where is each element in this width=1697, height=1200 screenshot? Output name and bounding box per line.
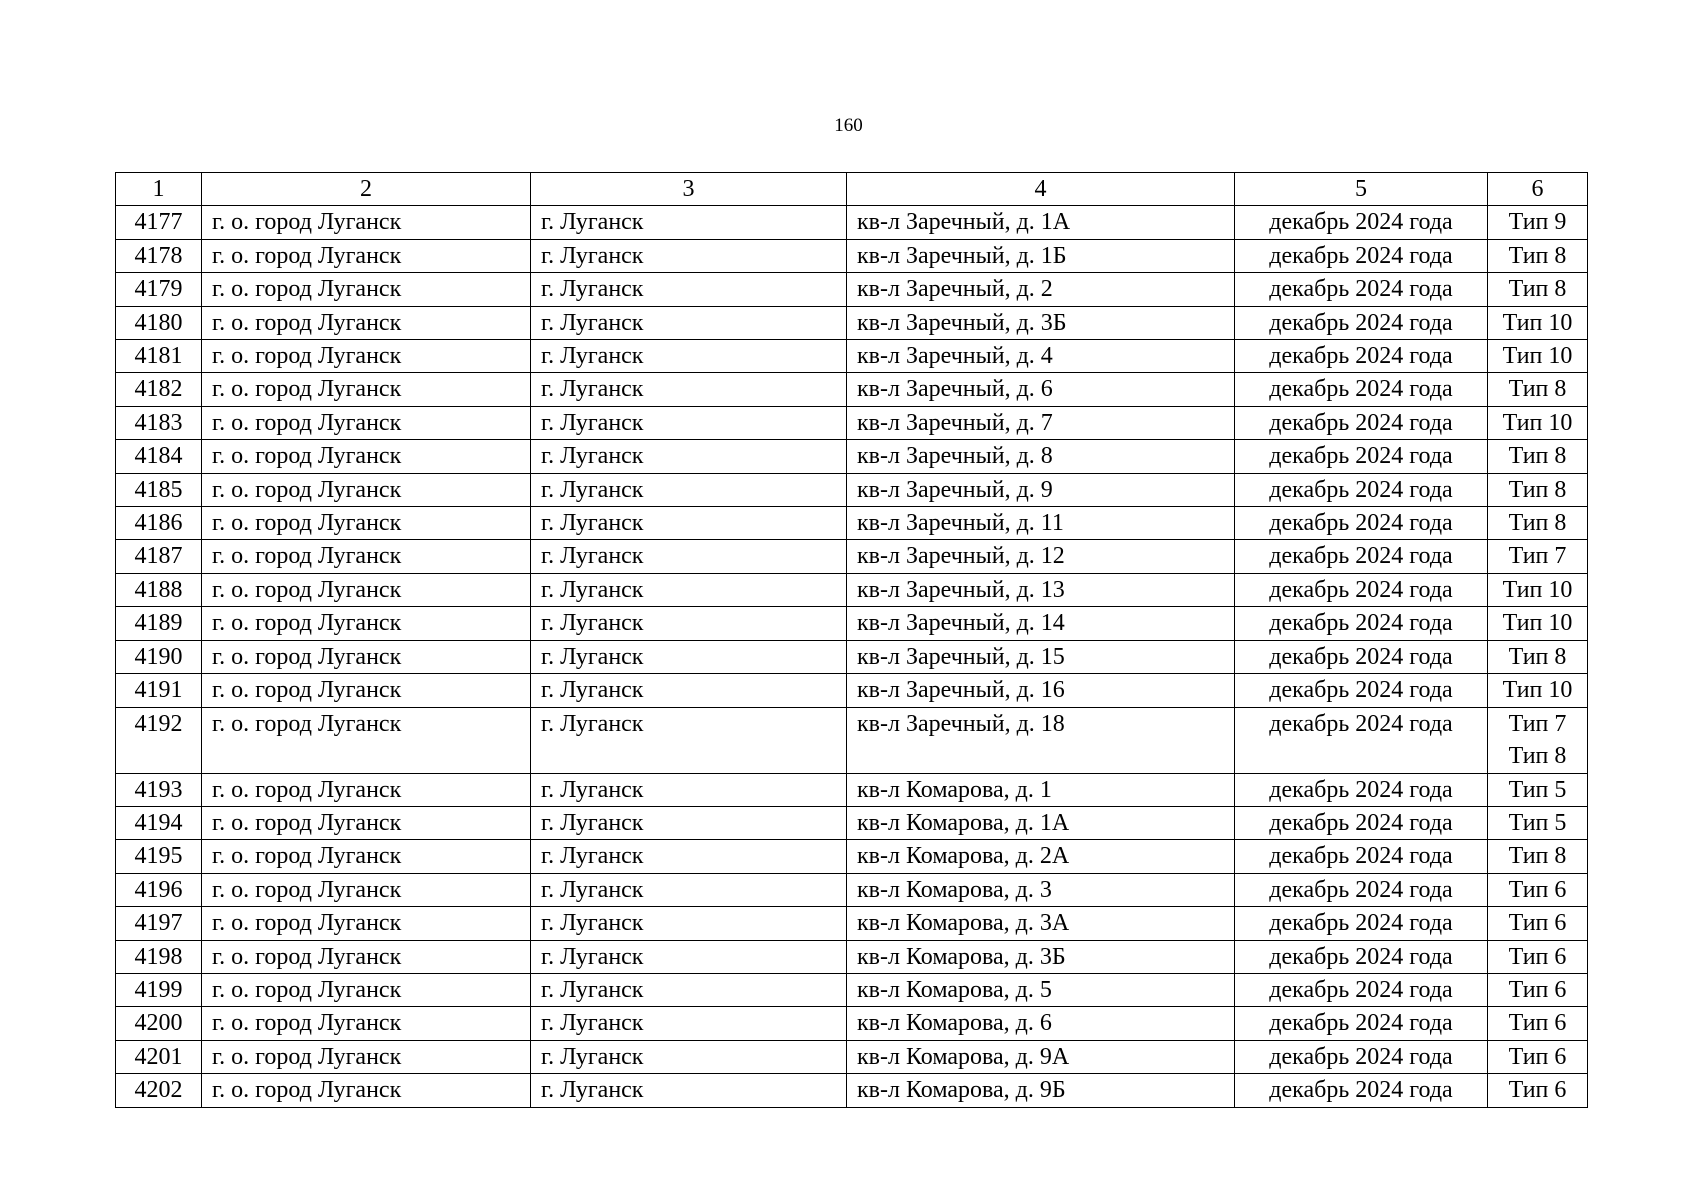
type-cell (1488, 973, 1588, 1006)
type-cell (1488, 873, 1588, 906)
table-row (116, 907, 1588, 940)
date-cell: декабрь 2024 года (1235, 406, 1488, 439)
type-label: Тип 10 (1502, 576, 1573, 603)
type-cell (1488, 773, 1588, 806)
address-cell: кв-л Заречный, д. 2 (847, 273, 1235, 306)
table-body (116, 173, 1588, 1108)
district-cell: г. о. город Луганск (202, 674, 531, 707)
type-cell (1488, 607, 1588, 640)
address-cell: кв-л Заречный, д. 7 (847, 406, 1235, 439)
table-row (116, 306, 1588, 339)
district-cell: г. о. город Луганск (202, 940, 531, 973)
date-cell: декабрь 2024 года (1235, 273, 1488, 306)
table-row (116, 607, 1588, 640)
city-cell: г. Луганск (531, 573, 847, 606)
type-cell (1488, 840, 1588, 873)
address-cell: кв-л Заречный, д. 13 (847, 573, 1235, 606)
city-cell: г. Луганск (531, 473, 847, 506)
table-row (116, 1040, 1588, 1073)
district-cell: г. о. город Луганск (202, 873, 531, 906)
address-cell: кв-л Комарова, д. 5 (847, 973, 1235, 1006)
type-label: Тип 8 (1508, 843, 1567, 870)
type-cell (1488, 674, 1588, 707)
type-label: Тип 8 (1508, 476, 1567, 503)
city-cell: г. Луганск (531, 907, 847, 940)
table-row (116, 273, 1588, 306)
date-cell: декабрь 2024 года (1235, 873, 1488, 906)
row-number-cell: 4184 (116, 440, 202, 473)
address-cell: кв-л Заречный, д. 1Б (847, 239, 1235, 272)
city-cell: г. Луганск (531, 406, 847, 439)
district-cell: г. о. город Луганск (202, 973, 531, 1006)
district-cell: г. о. город Луганск (202, 1074, 531, 1107)
address-cell: кв-л Комарова, д. 9Б (847, 1074, 1235, 1107)
address-cell: кв-л Заречный, д. 14 (847, 607, 1235, 640)
date-cell: декабрь 2024 года (1235, 473, 1488, 506)
row-number-cell: 4190 (116, 640, 202, 673)
table-row (116, 406, 1588, 439)
table-row (116, 940, 1588, 973)
city-cell: г. Луганск (531, 206, 847, 239)
type-label: Тип 6 (1508, 910, 1567, 937)
address-cell: кв-л Заречный, д. 1А (847, 206, 1235, 239)
date-cell: декабрь 2024 года (1235, 907, 1488, 940)
city-cell: г. Луганск (531, 507, 847, 540)
type-label: Тип 6 (1508, 1077, 1567, 1104)
type-label: Тип 8 (1508, 376, 1567, 403)
type-label: Тип 8 (1508, 443, 1567, 470)
type-label: Тип 6 (1508, 1010, 1567, 1037)
type-label: Тип 6 (1508, 976, 1567, 1003)
address-cell: кв-л Комарова, д. 1А (847, 806, 1235, 839)
address-cell: кв-л Комарова, д. 3 (847, 873, 1235, 906)
row-number-cell: 4194 (116, 806, 202, 839)
table-row (116, 239, 1588, 272)
city-cell: г. Луганск (531, 1074, 847, 1107)
type-cell (1488, 806, 1588, 839)
city-cell: г. Луганск (531, 239, 847, 272)
district-cell: г. о. город Луганск (202, 806, 531, 839)
city-cell: г. Луганск (531, 840, 847, 873)
district-cell: г. о. город Луганск (202, 373, 531, 406)
table-row (116, 1007, 1588, 1040)
type-label: Тип 9 (1508, 209, 1567, 236)
table-row (116, 806, 1588, 839)
row-number-cell: 4187 (116, 540, 202, 573)
date-cell: декабрь 2024 года (1235, 806, 1488, 839)
date-cell: декабрь 2024 года (1235, 373, 1488, 406)
header-cell-1: 1 (116, 173, 202, 206)
date-cell: декабрь 2024 года (1235, 540, 1488, 573)
row-number-cell: 4195 (116, 840, 202, 873)
city-cell: г. Луганск (531, 773, 847, 806)
type-cell (1488, 306, 1588, 339)
table-row (116, 507, 1588, 540)
row-number-cell: 4183 (116, 406, 202, 439)
type-label: Тип 7 (1508, 543, 1567, 570)
row-number-cell: 4191 (116, 674, 202, 707)
table-row (116, 840, 1588, 873)
header-cell-4: 4 (847, 173, 1235, 206)
date-cell: декабрь 2024 года (1235, 973, 1488, 1006)
row-number-cell: 4200 (116, 1007, 202, 1040)
city-cell: г. Луганск (531, 306, 847, 339)
district-cell: г. о. город Луганск (202, 640, 531, 673)
type-label: Тип 8 (1508, 742, 1567, 769)
city-cell: г. Луганск (531, 440, 847, 473)
date-cell: декабрь 2024 года (1235, 573, 1488, 606)
district-cell: г. о. город Луганск (202, 540, 531, 573)
city-cell: г. Луганск (531, 1040, 847, 1073)
table-row (116, 873, 1588, 906)
type-cell (1488, 640, 1588, 673)
table-row (116, 640, 1588, 673)
table-row (116, 340, 1588, 373)
type-label: Тип 6 (1508, 943, 1567, 970)
type-label: Тип 5 (1508, 776, 1567, 803)
header-cell-3: 3 (531, 173, 847, 206)
city-cell: г. Луганск (531, 640, 847, 673)
address-cell: кв-л Заречный, д. 3Б (847, 306, 1235, 339)
type-label: Тип 10 (1502, 610, 1573, 637)
address-cell: кв-л Заречный, д. 6 (847, 373, 1235, 406)
type-label: Тип 8 (1508, 643, 1567, 670)
date-cell: декабрь 2024 года (1235, 340, 1488, 373)
type-cell (1488, 473, 1588, 506)
date-cell: декабрь 2024 года (1235, 674, 1488, 707)
district-cell: г. о. город Луганск (202, 573, 531, 606)
type-cell (1488, 1074, 1588, 1107)
date-cell: декабрь 2024 года (1235, 507, 1488, 540)
type-cell (1488, 340, 1588, 373)
address-cell: кв-л Комарова, д. 9А (847, 1040, 1235, 1073)
district-cell: г. о. город Луганск (202, 273, 531, 306)
type-cell (1488, 540, 1588, 573)
row-number-cell: 4181 (116, 340, 202, 373)
table-row (116, 674, 1588, 707)
document-table (115, 172, 1588, 1108)
type-cell (1488, 373, 1588, 406)
address-cell: кв-л Комарова, д. 6 (847, 1007, 1235, 1040)
row-number-cell: 4188 (116, 573, 202, 606)
page-number: 160 (834, 115, 863, 136)
table-row (116, 1074, 1588, 1107)
district-cell: г. о. город Луганск (202, 440, 531, 473)
table-row (116, 373, 1588, 406)
row-number-cell: 4186 (116, 507, 202, 540)
type-cell (1488, 406, 1588, 439)
date-cell: декабрь 2024 года (1235, 1007, 1488, 1040)
row-number-cell: 4193 (116, 773, 202, 806)
city-cell: г. Луганск (531, 873, 847, 906)
row-number-cell: 4182 (116, 373, 202, 406)
district-cell: г. о. город Луганск (202, 1040, 531, 1073)
district-cell: г. о. город Луганск (202, 239, 531, 272)
type-label: Тип 7 (1508, 710, 1567, 737)
address-cell: кв-л Заречный, д. 15 (847, 640, 1235, 673)
row-number-cell: 4192 (116, 707, 202, 773)
date-cell: декабрь 2024 года (1235, 1040, 1488, 1073)
date-cell: декабрь 2024 года (1235, 306, 1488, 339)
district-cell: г. о. город Луганск (202, 340, 531, 373)
type-label: Тип 10 (1502, 309, 1573, 336)
table-row (116, 707, 1588, 773)
row-number-cell: 4199 (116, 973, 202, 1006)
date-cell: декабрь 2024 года (1235, 206, 1488, 239)
type-cell (1488, 239, 1588, 272)
date-cell: декабрь 2024 года (1235, 1074, 1488, 1107)
type-cell (1488, 940, 1588, 973)
district-cell: г. о. город Луганск (202, 1007, 531, 1040)
district-cell: г. о. город Луганск (202, 773, 531, 806)
row-number-cell: 4189 (116, 607, 202, 640)
type-label: Тип 6 (1508, 876, 1567, 903)
address-cell: кв-л Заречный, д. 11 (847, 507, 1235, 540)
row-number-cell: 4185 (116, 473, 202, 506)
address-cell: кв-л Заречный, д. 16 (847, 674, 1235, 707)
table-row (116, 473, 1588, 506)
header-cell-6: 6 (1488, 173, 1588, 206)
date-cell: декабрь 2024 года (1235, 840, 1488, 873)
type-label: Тип 10 (1502, 677, 1573, 704)
city-cell: г. Луганск (531, 940, 847, 973)
city-cell: г. Луганск (531, 607, 847, 640)
table-row (116, 206, 1588, 239)
city-cell: г. Луганск (531, 806, 847, 839)
table-row (116, 440, 1588, 473)
district-cell: г. о. город Луганск (202, 306, 531, 339)
city-cell: г. Луганск (531, 1007, 847, 1040)
city-cell: г. Луганск (531, 273, 847, 306)
type-label: Тип 10 (1502, 409, 1573, 436)
row-number-cell: 4178 (116, 239, 202, 272)
date-cell: декабрь 2024 года (1235, 707, 1488, 773)
type-label: Тип 8 (1508, 242, 1567, 269)
row-number-cell: 4196 (116, 873, 202, 906)
row-number-cell: 4179 (116, 273, 202, 306)
date-cell: декабрь 2024 года (1235, 773, 1488, 806)
row-number-cell: 4177 (116, 206, 202, 239)
type-label: Тип 8 (1508, 510, 1567, 537)
type-cell (1488, 907, 1588, 940)
type-cell (1488, 507, 1588, 540)
address-cell: кв-л Заречный, д. 12 (847, 540, 1235, 573)
address-cell: кв-л Заречный, д. 4 (847, 340, 1235, 373)
district-cell: г. о. город Луганск (202, 707, 531, 773)
address-cell: кв-л Заречный, д. 18 (847, 707, 1235, 773)
header-cell-2: 2 (202, 173, 531, 206)
row-number-cell: 4201 (116, 1040, 202, 1073)
type-cell (1488, 1040, 1588, 1073)
city-cell: г. Луганск (531, 973, 847, 1006)
date-cell: декабрь 2024 года (1235, 239, 1488, 272)
date-cell: декабрь 2024 года (1235, 940, 1488, 973)
table-row (116, 773, 1588, 806)
type-cell (1488, 440, 1588, 473)
type-label: Тип 6 (1508, 1043, 1567, 1070)
date-cell: декабрь 2024 года (1235, 640, 1488, 673)
type-cell (1488, 573, 1588, 606)
row-number-cell: 4180 (116, 306, 202, 339)
address-cell: кв-л Комарова, д. 1 (847, 773, 1235, 806)
city-cell: г. Луганск (531, 340, 847, 373)
address-cell: кв-л Заречный, д. 8 (847, 440, 1235, 473)
type-cell (1488, 206, 1588, 239)
city-cell: г. Луганск (531, 707, 847, 773)
row-number-cell: 4202 (116, 1074, 202, 1107)
type-cell (1488, 1007, 1588, 1040)
address-cell: кв-л Комарова, д. 3А (847, 907, 1235, 940)
district-cell: г. о. город Луганск (202, 406, 531, 439)
district-cell: г. о. город Луганск (202, 840, 531, 873)
date-cell: декабрь 2024 года (1235, 607, 1488, 640)
row-number-cell: 4198 (116, 940, 202, 973)
district-cell: г. о. город Луганск (202, 607, 531, 640)
district-cell: г. о. город Луганск (202, 507, 531, 540)
header-cell-5: 5 (1235, 173, 1488, 206)
row-number-cell: 4197 (116, 907, 202, 940)
table-row (116, 973, 1588, 1006)
table-row (116, 573, 1588, 606)
city-cell: г. Луганск (531, 373, 847, 406)
address-cell: кв-л Комарова, д. 2А (847, 840, 1235, 873)
city-cell: г. Луганск (531, 540, 847, 573)
address-cell: кв-л Заречный, д. 9 (847, 473, 1235, 506)
table-row (116, 540, 1588, 573)
type-label: Тип 8 (1508, 276, 1567, 303)
type-cell (1488, 707, 1588, 773)
type-label: Тип 5 (1508, 809, 1567, 836)
header-row (116, 173, 1588, 206)
city-cell: г. Луганск (531, 674, 847, 707)
district-cell: г. о. город Луганск (202, 473, 531, 506)
district-cell: г. о. город Луганск (202, 907, 531, 940)
date-cell: декабрь 2024 года (1235, 440, 1488, 473)
type-label: Тип 10 (1502, 343, 1573, 370)
district-cell: г. о. город Луганск (202, 206, 531, 239)
address-cell: кв-л Комарова, д. 3Б (847, 940, 1235, 973)
type-cell (1488, 273, 1588, 306)
